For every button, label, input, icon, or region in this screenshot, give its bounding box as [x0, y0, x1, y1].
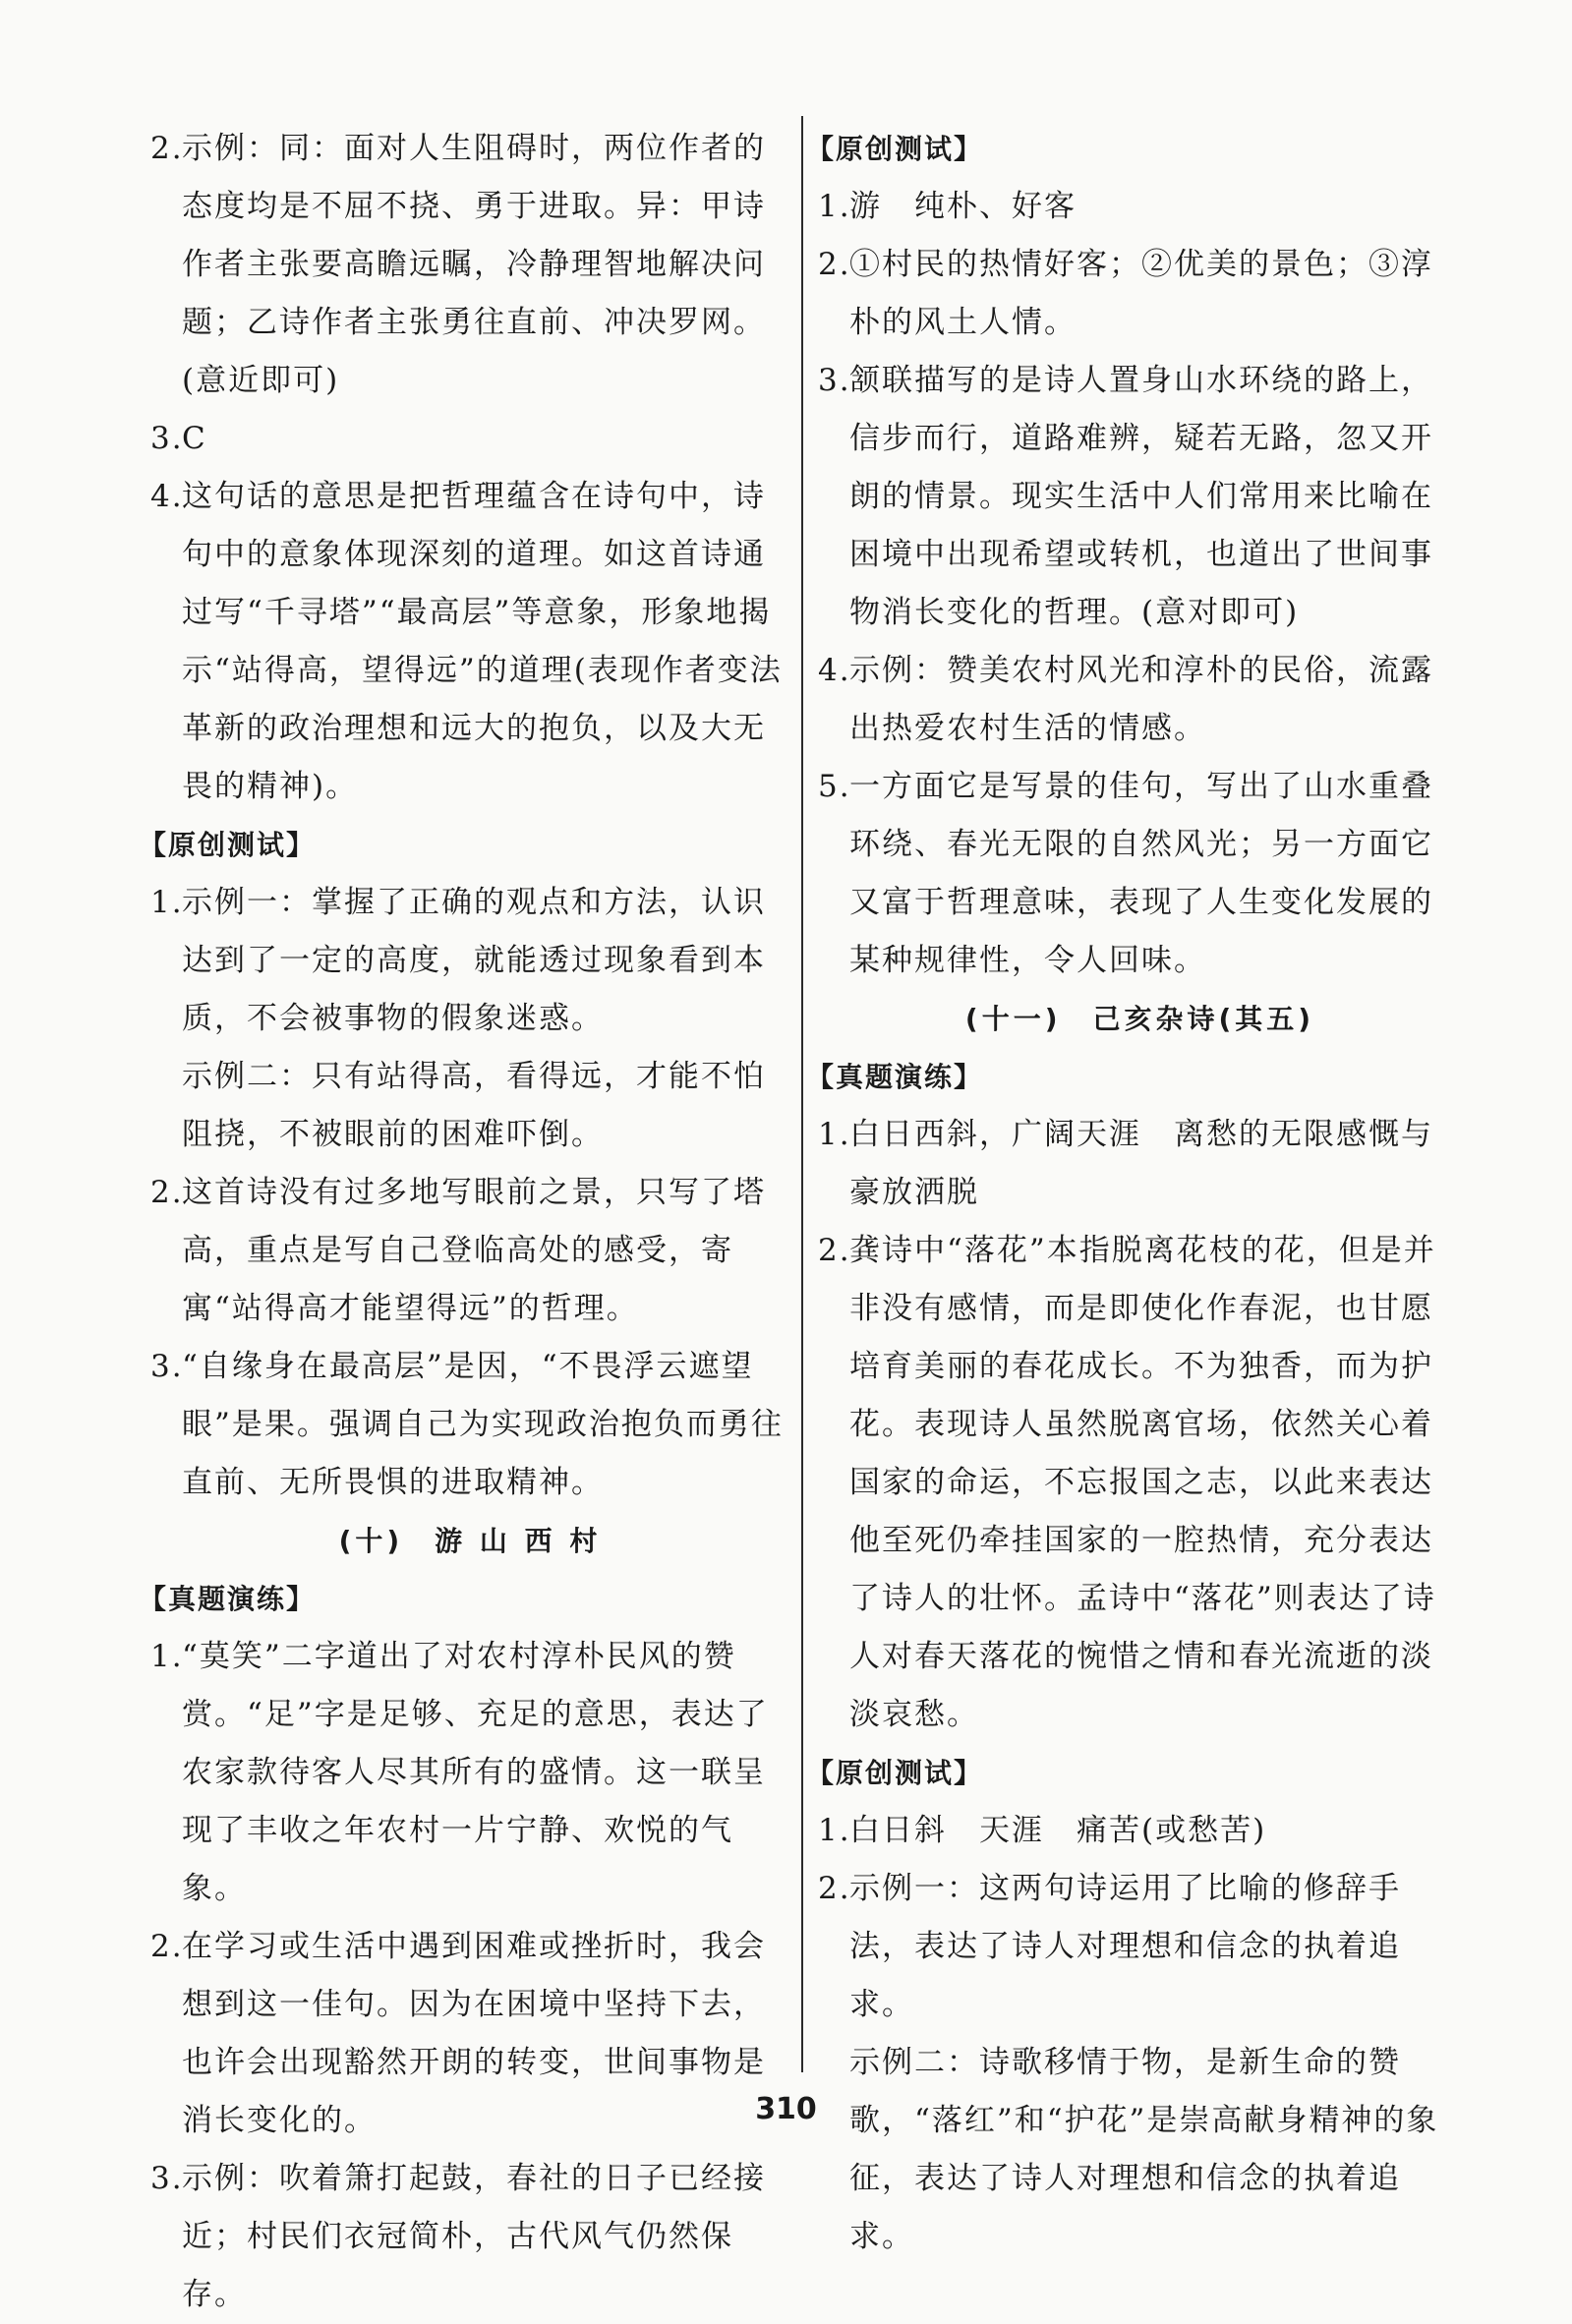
section-tag: 【真题演练】	[806, 1061, 984, 1093]
item-text: 这句话的意思是把哲理蕴含在诗句中，诗句中的意象体现深刻的道理。如这首诗通过写“千寻塔”“最高层”等意象，形象地揭示“站得高，望得远”的道理(表现作者变法革新的政治理想和远大的抱负，以及大无畏的精神)。	[182, 479, 783, 804]
item-number: 4.	[818, 653, 851, 688]
section-tag: 【真题演练】	[139, 1583, 317, 1615]
item-number: 2.	[150, 1175, 184, 1210]
item-number: 2.	[818, 247, 851, 282]
item-text: 在学习或生活中遇到困难或挫折时，我会想到这一佳句。因为在困境中坚持下去，也许会出现豁然开朗的转变，世间事物是消长变化的。	[182, 1929, 766, 2138]
answer-item	[150, 1338, 789, 1512]
answer-item	[818, 178, 1462, 236]
answer-item	[818, 1222, 1462, 1744]
item-text: 龚诗中“落花”本指脱离花枝的花，但是并非没有感情，而是即使化作春泥，也甘愿培育美丽的春花成长。不为独香，而为护花。表现诗人虽然脱离官场，依然关心着国家的命运，不忘报国之志，以此来表达他至死仍牵挂国家的一腔热情，充分表达了诗人的壮怀。孟诗中“落花”则表达了诗人对春天落花的惋惜之情和春光流逝的淡淡哀愁。	[849, 1233, 1436, 1732]
item-text: 示例：赞美农村风光和淳朴的民俗，流露出热爱农村生活的情感。	[849, 653, 1433, 746]
item-text: “自缘身在最高层”是因，“不畏浮云遮望眼”是果。强调自己为实现政治抱负而勇往直前、无所畏惧的进取精神。	[182, 1349, 784, 1500]
item-text: 这首诗没有过多地写眼前之景，只写了塔高，重点是写自己登临高处的感受，寄寓“站得高才能望得远”的哲理。	[182, 1175, 766, 1326]
item-text: 示例二：只有站得高，看得远，才能不怕阻挠，不被眼前的困难吓倒。	[182, 1059, 766, 1152]
answer-item	[150, 1164, 789, 1338]
item-text: 游 纯朴、好客	[849, 189, 1077, 224]
answer-item	[150, 410, 789, 468]
item-number: 1.	[150, 885, 184, 920]
item-text: ①村民的热情好客；②优美的景色；③淳朴的风土人情。	[849, 247, 1433, 340]
item-text: “莫笑”二字道出了对农村淳朴民风的赞赏。“足”字是足够、充足的意思，表达了农家款待客人尽其所有的盛情。这一联呈现了丰收之年农村一片宁静、欢悦的气象。	[182, 1639, 769, 1906]
section-heading: (十) 游 山 西 村	[338, 1525, 602, 1557]
section-tag: 【原创测试】	[806, 1757, 984, 1789]
answer-item	[150, 120, 789, 410]
section-heading: (十一) 己亥杂诗(其五)	[964, 1003, 1315, 1035]
answer-item	[818, 2034, 1462, 2266]
item-text: 白日西斜，广阔天涯 离愁的无限感慨与豪放洒脱	[849, 1117, 1433, 1210]
item-number: 3.	[818, 363, 851, 398]
answer-item	[818, 642, 1462, 758]
item-number: 1.	[150, 1639, 184, 1674]
answer-item	[150, 2150, 789, 2324]
item-text: 一方面它是写景的佳句，写出了山水重叠环绕、春光无限的自然风光；另一方面它又富于哲理意味，表现了人生变化发展的某种规律性，令人回味。	[849, 769, 1433, 978]
answer-item	[818, 236, 1462, 352]
left-column	[139, 120, 789, 2324]
item-text: 白日斜 天涯 痛苦(或愁苦)	[849, 1813, 1267, 1848]
item-text: 示例一：这两句诗运用了比喻的修辞手法，表达了诗人对理想和信念的执着追求。	[849, 1871, 1401, 2022]
item-text: 示例二：诗歌移情于物，是新生命的赞歌，“落红”和“护花”是崇高献身精神的象征，表达了诗人对理想和信念的执着追求。	[849, 2045, 1439, 2254]
answer-item	[150, 1048, 789, 1164]
item-number: 3.	[150, 421, 184, 456]
right-column	[806, 120, 1462, 2266]
item-number: 2.	[818, 1871, 851, 1906]
column-divider	[801, 116, 803, 2072]
item-text: 示例一：掌握了正确的观点和方法，认识达到了一定的高度，就能透过现象看到本质，不会被事物的假象迷惑。	[182, 885, 766, 1036]
item-number: 2.	[818, 1233, 851, 1268]
answer-item	[818, 1106, 1462, 1222]
item-text: C	[182, 421, 207, 456]
item-number: 2.	[150, 131, 184, 166]
item-number: 4.	[150, 479, 184, 514]
answer-item	[150, 874, 789, 1048]
section-tag: 【原创测试】	[806, 133, 984, 165]
item-number: 1.	[818, 1813, 851, 1848]
section-tag: 【原创测试】	[139, 829, 317, 861]
item-text: 示例：同：面对人生阻碍时，两位作者的态度均是不屈不挠、勇于进取。异：甲诗作者主张要高瞻远瞩，冷静理智地解决问题；乙诗作者主张勇往直前、冲决罗网。(意近即可)	[182, 131, 766, 398]
answer-item	[150, 1628, 789, 1918]
item-number: 2.	[150, 1929, 184, 1964]
answer-item	[818, 352, 1462, 642]
answer-item	[818, 758, 1462, 990]
answer-item	[818, 1860, 1462, 2034]
item-text: 颔联描写的是诗人置身山水环绕的路上，信步而行，道路难辨，疑若无路，忽又开朗的情景。现实生活中人们常用来比喻在困境中出现希望或转机，也道出了世间事物消长变化的哲理。(意对即可)	[849, 363, 1433, 630]
item-text: 示例：吹着箫打起鼓，春社的日子已经接近；村民们衣冠简朴，古代风气仍然保存。	[182, 2161, 766, 2312]
item-number: 5.	[818, 769, 851, 804]
item-number: 3.	[150, 1349, 184, 1384]
item-number: 1.	[818, 189, 851, 224]
answer-item	[818, 1802, 1462, 1860]
item-number: 1.	[818, 1117, 851, 1152]
page-number: 310	[755, 2092, 817, 2126]
item-number: 3.	[150, 2161, 184, 2196]
answer-item	[150, 468, 789, 816]
